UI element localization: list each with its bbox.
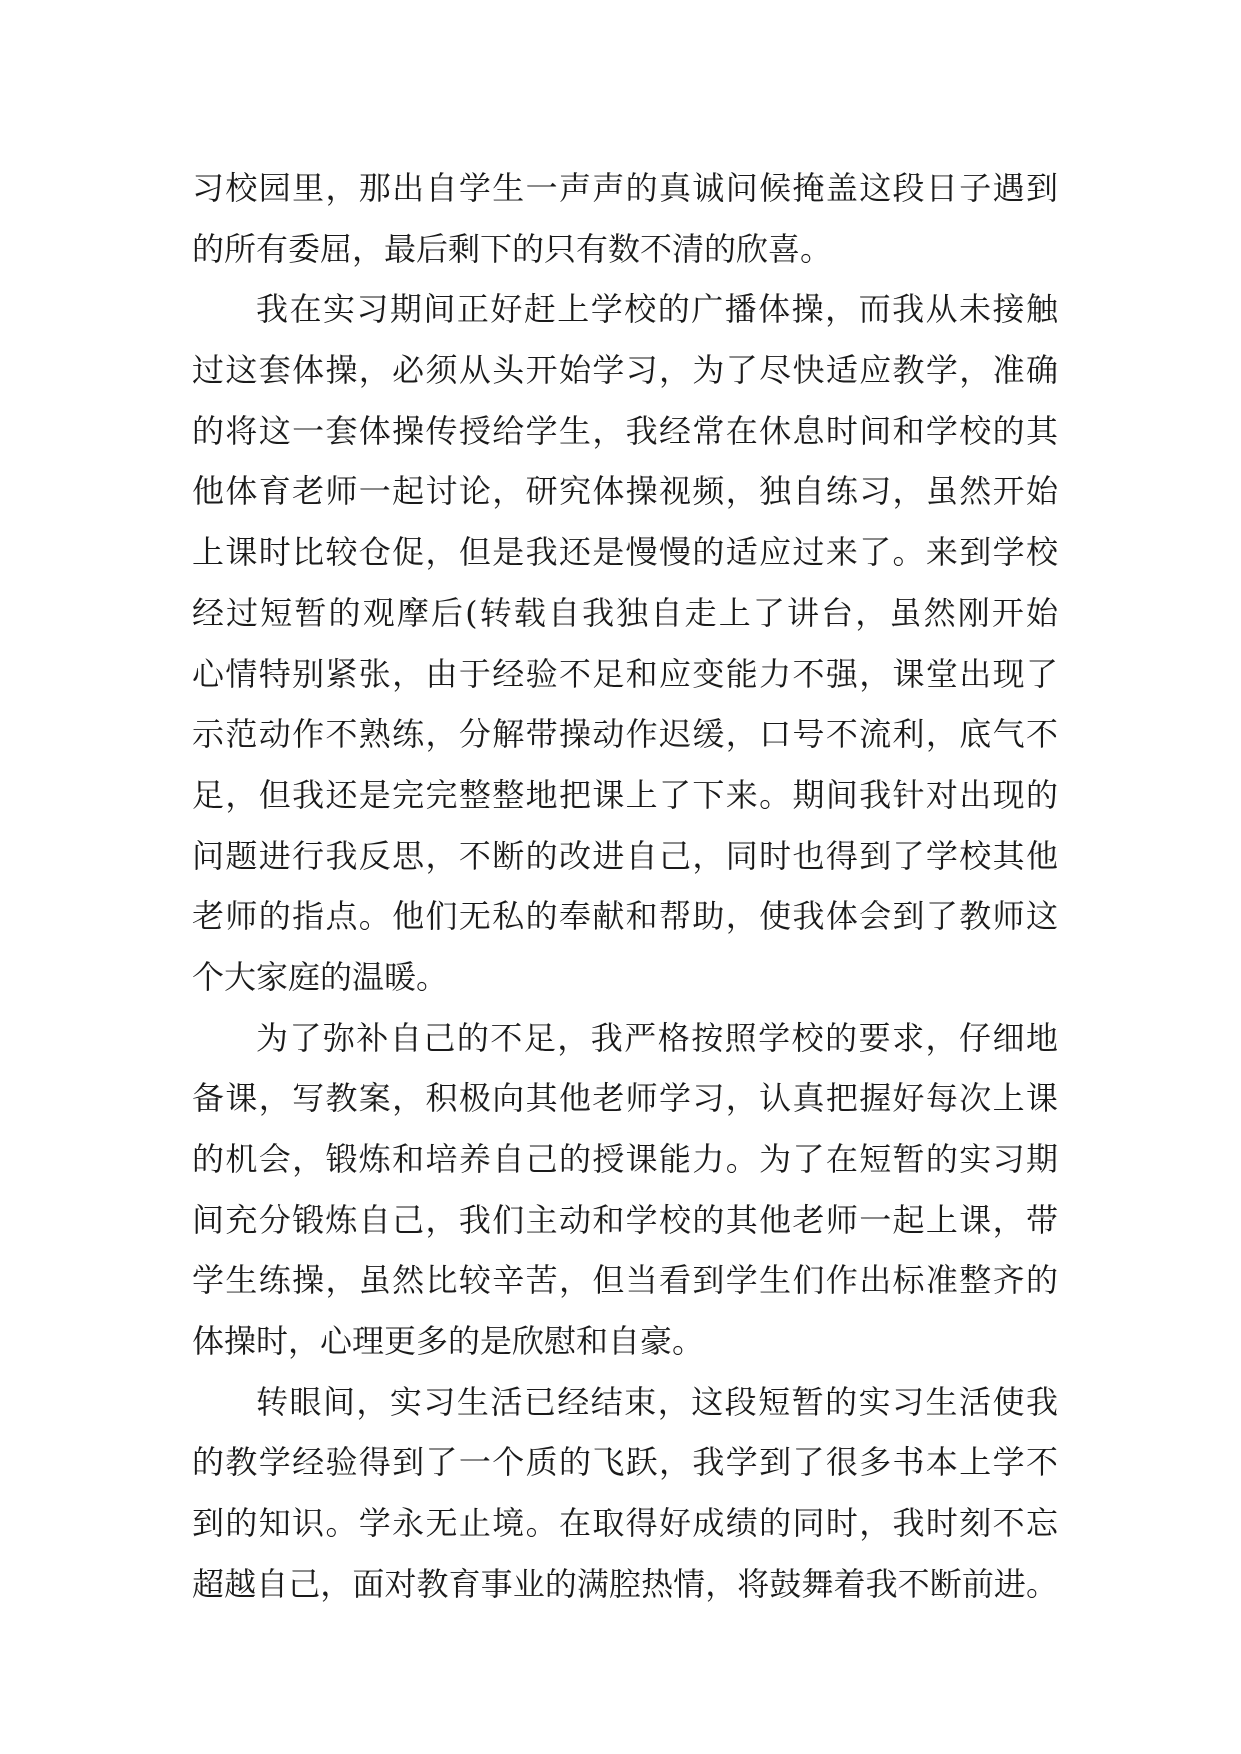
text-line: 过这套体操，必须从头开始学习，为了尽快适应教学，准确 (192, 351, 1058, 390)
text-line: 超越自己，面对教育事业的满腔热情，将鼓舞着我不断前进。 (192, 1564, 1058, 1603)
text-line: 的教学经验得到了一个质的飞跃，我学到了很多书本上学不 (192, 1443, 1058, 1482)
text-line: 他体育老师一起讨论，研究体操视频，独自练习，虽然开始 (192, 472, 1058, 511)
text-line: 经过短暂的观摩后(转载自我独自走上了讲台，虽然刚开始 (192, 593, 1058, 632)
text-line: 心情特别紧张，由于经验不足和应变能力不强，课堂出现了 (192, 654, 1058, 693)
text-line: 备课，写教案，积极向其他老师学习，认真把握好每次上课 (192, 1079, 1058, 1118)
text-line: 示范动作不熟练，分解带操动作迟缓，口号不流利，底气不 (192, 715, 1058, 754)
text-line: 间充分锻炼自己，我们主动和学校的其他老师一起上课，带 (192, 1200, 1058, 1239)
text-line: 上课时比较仓促，但是我还是慢慢的适应过来了。来到学校 (192, 533, 1058, 572)
text-line: 的将这一套体操传授给学生，我经常在休息时间和学校的其 (192, 411, 1058, 450)
text-line: 为了弥补自己的不足，我严格按照学校的要求，仔细地 (256, 1018, 1058, 1057)
paragraph (192, 158, 1058, 279)
text-line: 到的知识。学永无止境。在取得好成绩的同时，我时刻不忘 (192, 1504, 1058, 1543)
text-line: 问题进行我反思，不断的改进自己，同时也得到了学校其他 (192, 836, 1058, 875)
text-line: 学生练操，虽然比较辛苦，但当看到学生们作出标准整齐的 (192, 1261, 1058, 1300)
text-line: 足，但我还是完完整整地把课上了下来。期间我针对出现的 (192, 775, 1058, 814)
text-line: 习校园里，那出自学生一声声的真诚问候掩盖这段日子遇到 (192, 169, 1058, 207)
document-body (192, 158, 1058, 1615)
text-line: 老师的指点。他们无私的奉献和帮助，使我体会到了教师这 (192, 897, 1058, 936)
text-line: 的所有委屈，最后剩下的只有数不清的欣喜。 (192, 229, 833, 268)
text-line: 的机会，锻炼和培养自己的授课能力。为了在短暂的实习期 (192, 1140, 1058, 1178)
text-line: 我在实习期间正好赶上学校的广播体操，而我从未接触 (256, 290, 1058, 329)
paragraph (192, 1008, 1058, 1372)
text-line: 个大家庭的温暖。 (192, 957, 449, 996)
text-line: 体操时，心理更多的是欣慰和自豪。 (192, 1322, 705, 1361)
paragraph (192, 1372, 1058, 1615)
text-line: 转眼间，实习生活已经结束，这段短暂的实习生活使我 (256, 1382, 1058, 1421)
paragraph (192, 279, 1058, 1007)
